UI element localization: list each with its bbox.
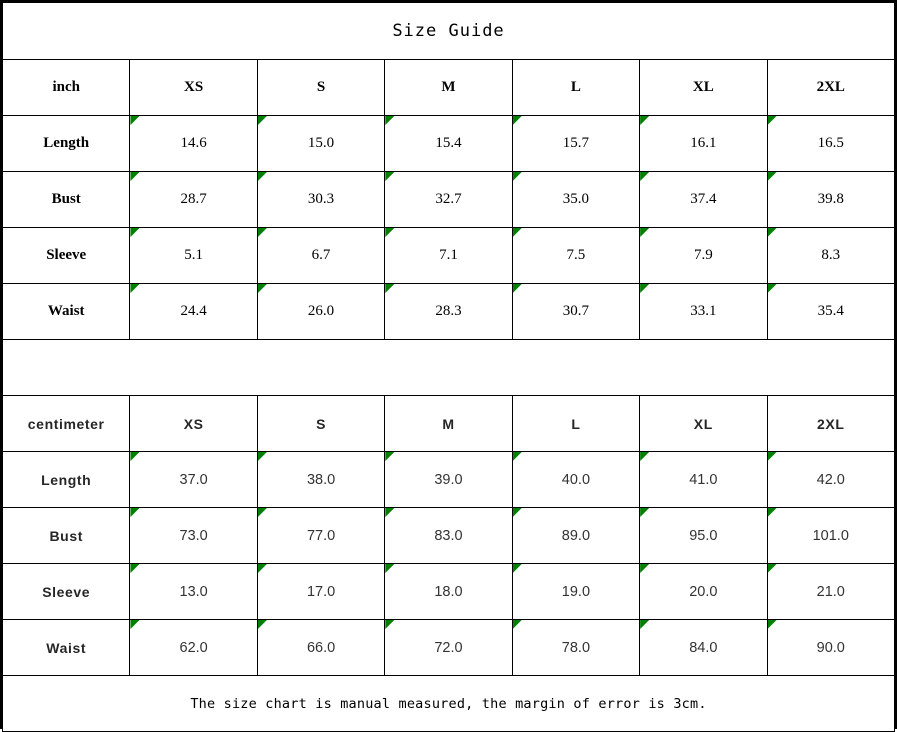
size-header-xs: XS	[130, 60, 257, 116]
table-cell: 38.0	[257, 452, 384, 508]
green-corner-marker-icon	[258, 564, 267, 573]
green-corner-marker-icon	[130, 564, 139, 573]
green-corner-marker-icon	[768, 172, 777, 181]
table-cell: 28.7	[130, 172, 257, 228]
size-header-l: L	[512, 396, 639, 452]
spacer-cell	[3, 340, 895, 396]
table-row-waist-cm	[3, 620, 895, 676]
green-corner-marker-icon	[130, 116, 139, 125]
table-cell: 42.0	[767, 452, 894, 508]
green-corner-marker-icon	[130, 228, 139, 237]
green-corner-marker-icon	[640, 284, 649, 293]
table-row-sleeve-cm	[3, 564, 895, 620]
green-corner-marker-icon	[768, 116, 777, 125]
green-corner-marker-icon	[258, 452, 267, 461]
table-cell: 41.0	[640, 452, 767, 508]
table-cell: 101.0	[767, 508, 894, 564]
green-corner-marker-icon	[130, 508, 139, 517]
green-corner-marker-icon	[640, 172, 649, 181]
table-cell: 62.0	[130, 620, 257, 676]
green-corner-marker-icon	[513, 564, 522, 573]
green-corner-marker-icon	[513, 284, 522, 293]
table-cell: 39.8	[767, 172, 894, 228]
table-cell: 33.1	[640, 284, 767, 340]
green-corner-marker-icon	[640, 508, 649, 517]
green-corner-marker-icon	[130, 172, 139, 181]
size-header-m: M	[385, 396, 512, 452]
green-corner-marker-icon	[258, 508, 267, 517]
green-corner-marker-icon	[385, 116, 394, 125]
table-cell: 28.3	[385, 284, 512, 340]
table-cell: 77.0	[257, 508, 384, 564]
green-corner-marker-icon	[385, 452, 394, 461]
table-cell: 16.1	[640, 116, 767, 172]
green-corner-marker-icon	[640, 228, 649, 237]
table-row-sleeve-inch	[3, 228, 895, 284]
table-cell: 26.0	[257, 284, 384, 340]
size-header-xl: XL	[640, 60, 767, 116]
footer-note: The size chart is manual measured, the margin of error is 3cm.	[3, 676, 895, 732]
unit-header-inch: inch	[3, 60, 130, 116]
table-cell: 8.3	[767, 228, 894, 284]
row-label-sleeve: Sleeve	[3, 228, 130, 284]
table-row-bust-inch	[3, 172, 895, 228]
green-corner-marker-icon	[258, 284, 267, 293]
green-corner-marker-icon	[130, 620, 139, 629]
table-cell: 66.0	[257, 620, 384, 676]
green-corner-marker-icon	[768, 284, 777, 293]
green-corner-marker-icon	[385, 284, 394, 293]
table-cell: 37.0	[130, 452, 257, 508]
green-corner-marker-icon	[640, 116, 649, 125]
green-corner-marker-icon	[130, 284, 139, 293]
table-cell: 7.1	[385, 228, 512, 284]
inch-header-row	[3, 60, 895, 116]
green-corner-marker-icon	[513, 508, 522, 517]
green-corner-marker-icon	[513, 620, 522, 629]
row-label-waist: Waist	[3, 284, 130, 340]
green-corner-marker-icon	[768, 452, 777, 461]
table-cell: 78.0	[512, 620, 639, 676]
size-header-xs: XS	[130, 396, 257, 452]
green-corner-marker-icon	[258, 228, 267, 237]
footer-row	[3, 676, 895, 732]
row-label-sleeve: Sleeve	[3, 564, 130, 620]
green-corner-marker-icon	[385, 564, 394, 573]
green-corner-marker-icon	[385, 620, 394, 629]
row-label-length: Length	[3, 452, 130, 508]
table-cell: 16.5	[767, 116, 894, 172]
size-header-xl: XL	[640, 396, 767, 452]
green-corner-marker-icon	[768, 228, 777, 237]
table-row-length-cm	[3, 452, 895, 508]
table-row-bust-cm	[3, 508, 895, 564]
green-corner-marker-icon	[513, 116, 522, 125]
table-cell: 19.0	[512, 564, 639, 620]
table-cell: 30.3	[257, 172, 384, 228]
size-header-m: M	[385, 60, 512, 116]
table-cell: 37.4	[640, 172, 767, 228]
table-cell: 5.1	[130, 228, 257, 284]
table-cell: 40.0	[512, 452, 639, 508]
green-corner-marker-icon	[385, 508, 394, 517]
table-cell: 35.0	[512, 172, 639, 228]
table-cell: 13.0	[130, 564, 257, 620]
table-cell: 24.4	[130, 284, 257, 340]
green-corner-marker-icon	[513, 228, 522, 237]
table-row-length-inch	[3, 116, 895, 172]
table-cell: 15.7	[512, 116, 639, 172]
cm-header-row	[3, 396, 895, 452]
table-cell: 32.7	[385, 172, 512, 228]
table-cell: 83.0	[385, 508, 512, 564]
spacer-row	[3, 340, 895, 396]
row-label-length: Length	[3, 116, 130, 172]
green-corner-marker-icon	[258, 172, 267, 181]
table-cell: 18.0	[385, 564, 512, 620]
table-cell: 95.0	[640, 508, 767, 564]
size-header-s: S	[257, 60, 384, 116]
size-header-2xl: 2XL	[767, 396, 894, 452]
table-cell: 21.0	[767, 564, 894, 620]
table-cell: 20.0	[640, 564, 767, 620]
table-cell: 89.0	[512, 508, 639, 564]
table-row-waist-inch	[3, 284, 895, 340]
green-corner-marker-icon	[130, 452, 139, 461]
green-corner-marker-icon	[640, 564, 649, 573]
green-corner-marker-icon	[513, 452, 522, 461]
table-cell: 39.0	[385, 452, 512, 508]
green-corner-marker-icon	[513, 172, 522, 181]
green-corner-marker-icon	[768, 564, 777, 573]
table-cell: 84.0	[640, 620, 767, 676]
green-corner-marker-icon	[640, 620, 649, 629]
table-cell: 30.7	[512, 284, 639, 340]
table-cell: 90.0	[767, 620, 894, 676]
table-cell: 15.0	[257, 116, 384, 172]
green-corner-marker-icon	[258, 116, 267, 125]
table-cell: 7.9	[640, 228, 767, 284]
green-corner-marker-icon	[640, 452, 649, 461]
row-label-bust: Bust	[3, 172, 130, 228]
green-corner-marker-icon	[258, 620, 267, 629]
table-cell: 73.0	[130, 508, 257, 564]
size-header-s: S	[257, 396, 384, 452]
table-cell: 14.6	[130, 116, 257, 172]
title-row	[3, 3, 895, 60]
table-cell: 7.5	[512, 228, 639, 284]
row-label-bust: Bust	[3, 508, 130, 564]
size-header-2xl: 2XL	[767, 60, 894, 116]
size-header-l: L	[512, 60, 639, 116]
green-corner-marker-icon	[768, 508, 777, 517]
green-corner-marker-icon	[768, 620, 777, 629]
row-label-waist: Waist	[3, 620, 130, 676]
size-guide-table	[2, 2, 895, 732]
table-cell: 6.7	[257, 228, 384, 284]
table-cell: 35.4	[767, 284, 894, 340]
page-title: Size Guide	[3, 3, 895, 60]
table-cell: 15.4	[385, 116, 512, 172]
green-corner-marker-icon	[385, 172, 394, 181]
green-corner-marker-icon	[385, 228, 394, 237]
unit-header-centimeter: centimeter	[3, 396, 130, 452]
table-cell: 17.0	[257, 564, 384, 620]
table-cell: 72.0	[385, 620, 512, 676]
